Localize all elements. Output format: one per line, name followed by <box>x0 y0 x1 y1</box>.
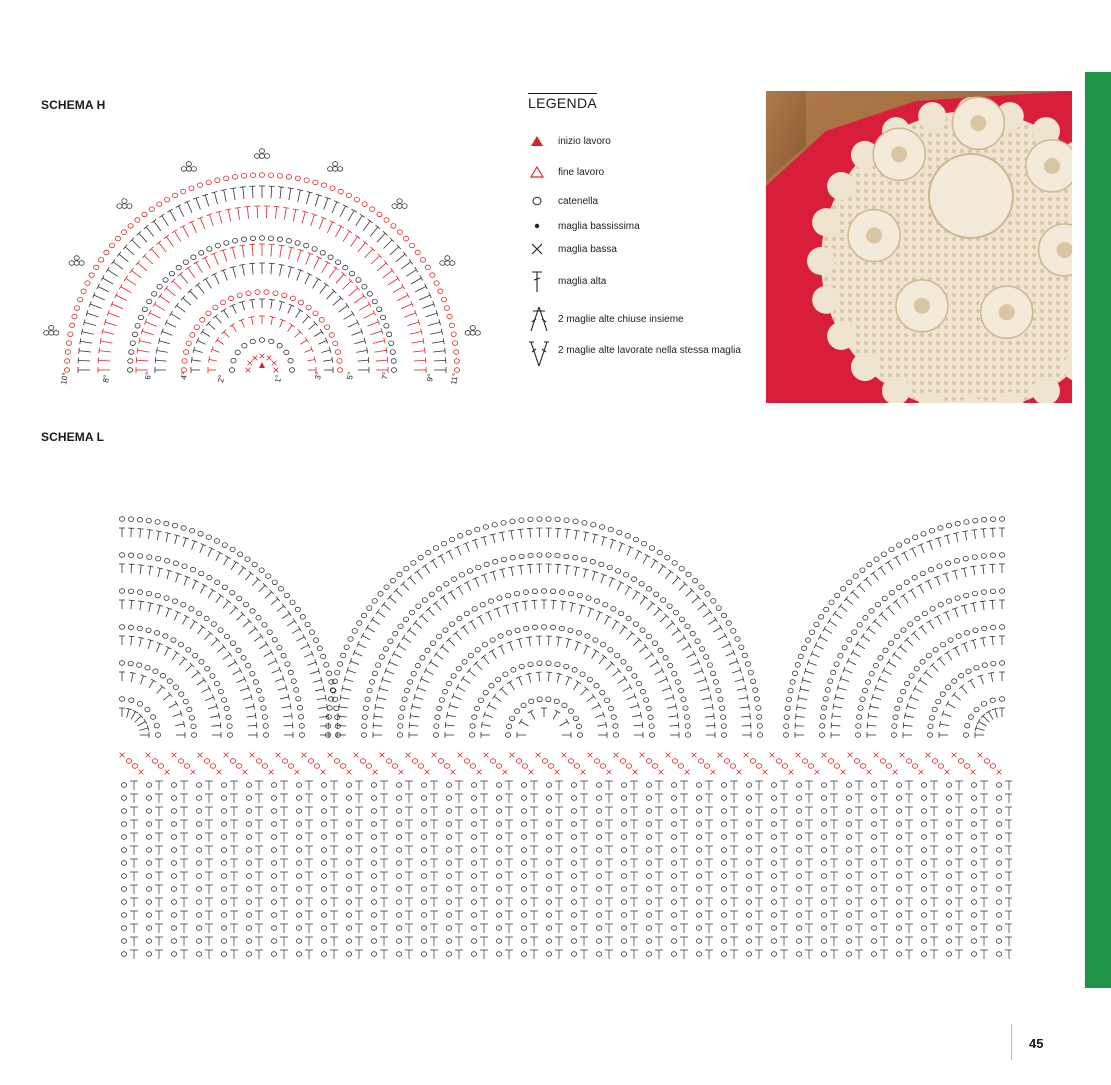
row-label: 1° <box>273 374 284 384</box>
legend-title: LEGENDA <box>528 95 598 111</box>
dc-increase-icon <box>528 340 550 368</box>
schema-l-title: SCHEMA L <box>41 430 105 444</box>
legend-item-single: maglia bassa <box>528 242 546 256</box>
side-color-bar <box>1085 72 1111 988</box>
row-label: 2° <box>216 374 227 384</box>
row-label: 11° <box>449 372 460 386</box>
row-label: 3° <box>313 371 324 381</box>
row-label: 8° <box>101 374 112 384</box>
legend-item-double: maglia alta <box>528 270 546 294</box>
row-label: 5° <box>345 371 356 381</box>
slip-stitch-dot-icon <box>528 219 546 233</box>
schema-l-diagram <box>112 455 1012 965</box>
outline-triangle-icon <box>528 165 546 179</box>
legend-item-dc-increase: 2 maglie alte lavorate nella stessa maglia <box>528 340 550 368</box>
page-separator <box>1011 1024 1012 1060</box>
row-label: 10° <box>59 371 71 386</box>
single-crochet-x-icon <box>528 242 546 256</box>
row-label: 9° <box>425 373 436 383</box>
schema-h-diagram <box>30 130 500 405</box>
page-number: 45 <box>1029 1036 1044 1051</box>
row-label: 6° <box>143 371 154 381</box>
row-label: 4° <box>179 371 190 381</box>
legend-item-chain: catenella <box>528 194 546 208</box>
row-label: 7° <box>380 371 391 381</box>
dc2tog-icon <box>528 305 550 333</box>
legend-item-slip: maglia bassissima <box>528 219 546 233</box>
legend-item-start: inizio lavoro <box>528 134 546 148</box>
filled-triangle-icon <box>528 134 546 148</box>
doily-photo <box>766 91 1072 403</box>
chain-circle-icon <box>528 194 546 208</box>
schema-h-title: SCHEMA H <box>41 98 106 112</box>
legend-item-end: fine lavoro <box>528 165 546 179</box>
legend-item-dc2tog: 2 maglie alte chiuse insieme <box>528 305 550 333</box>
double-crochet-t-icon <box>528 270 546 294</box>
